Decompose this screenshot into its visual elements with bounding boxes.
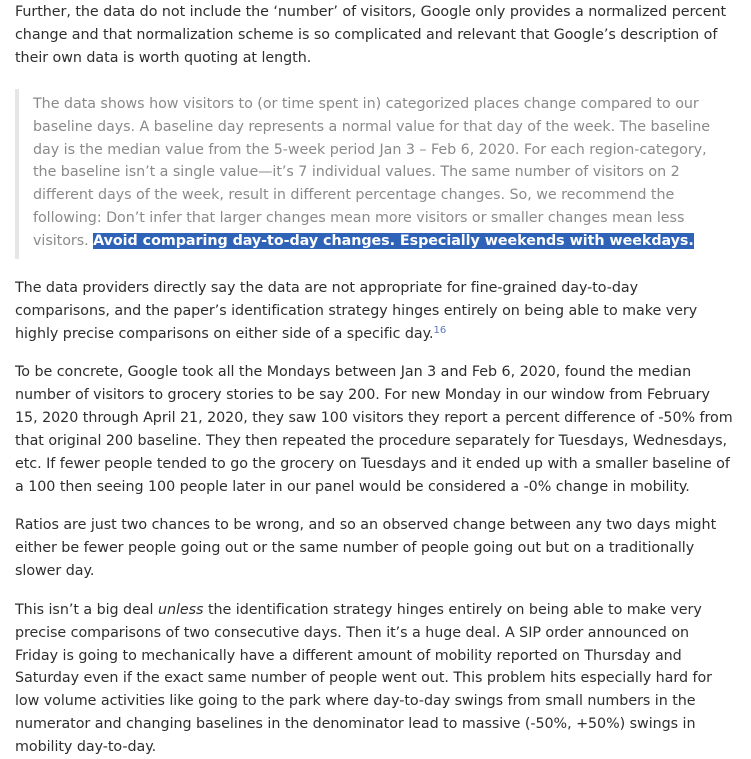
- quote-text: The data shows how visitors to (or time spent in) categorized places change compared to our baseline days. A baseline day represents a normal value for that day of the week. The baseline day is the median value from the 5-week period Jan 3 – Feb 6, 2020. For each region-category, the baseline isn’t a single value—it’s 7 individual values. The same number of visitors on 2 different days of the week, result in different percentage changes. So, we recommend the following: Don’t infer that larger changes mean more visitors or smaller changes mean less visitors.: [33, 95, 711, 250]
- intro-paragraph: Further, the data do not include the ‘number’ of visitors, Google only provides a normalized percent change and that normalization scheme is so complicated and relevant that Google’s description of their own data is worth quoting at length.: [15, 4, 727, 66]
- paragraph-data-providers: [15, 277, 736, 346]
- paragraph-big-deal-lead: This isn’t a big deal: [15, 601, 158, 618]
- paragraph-big-deal: [15, 599, 736, 759]
- paragraph-data-providers-text: The data providers directly say the data are not appropriate for fine-grained day-to-day comparisons, and the paper’s identification strategy hinges entirely on being able to make very highly precise comparisons on either side of a specific day.: [15, 280, 698, 342]
- footnote-link[interactable]: 16: [433, 324, 447, 336]
- google-quote: [15, 89, 736, 259]
- paragraph-concrete-example: To be concrete, Google took all the Mondays between Jan 3 and Feb 6, 2020, found the median number of visitors to grocery stories to be say 200. For new Monday in our window from February 15, 2020 through April 21, 2020, they saw 100 visitors they report a percent difference of -50% from that original 200 baseline. They then repeated the procedure separately for Tuesdays, Wednesdays, etc. If fewer people tended to go the grocery on Tuesdays and it ended up with a smaller baseline of a 100 then seeing 100 people later in our panel would be considered a -0% change in mobility.: [15, 364, 733, 495]
- emphasis-unless: unless: [157, 601, 204, 618]
- paragraph-ratios: Ratios are just two chances to be wrong, and so an observed change between any two days might either be fewer people going out or the same number of people going out but on a traditionally slower day.: [15, 517, 717, 580]
- quote-highlighted-text[interactable]: Avoid comparing day-to-day changes. Especially weekends with weekdays.: [93, 233, 694, 250]
- paragraph-big-deal-rest: the identification strategy hinges entirely on being able to make very precise comparisons of two consecutive days. Then it’s a huge deal. A SIP order announced on Friday is going to mechanically have a different amount of mobility reported on Thursday and Saturday even if the exact same number of people went out. This problem hits especially hard for low volume activities like going to the park where day-to-day swings from small numbers in the numerator and changing baselines in the denominator lead to massive (-50%, +50%) swings in mobility day-to-day.: [15, 601, 712, 756]
